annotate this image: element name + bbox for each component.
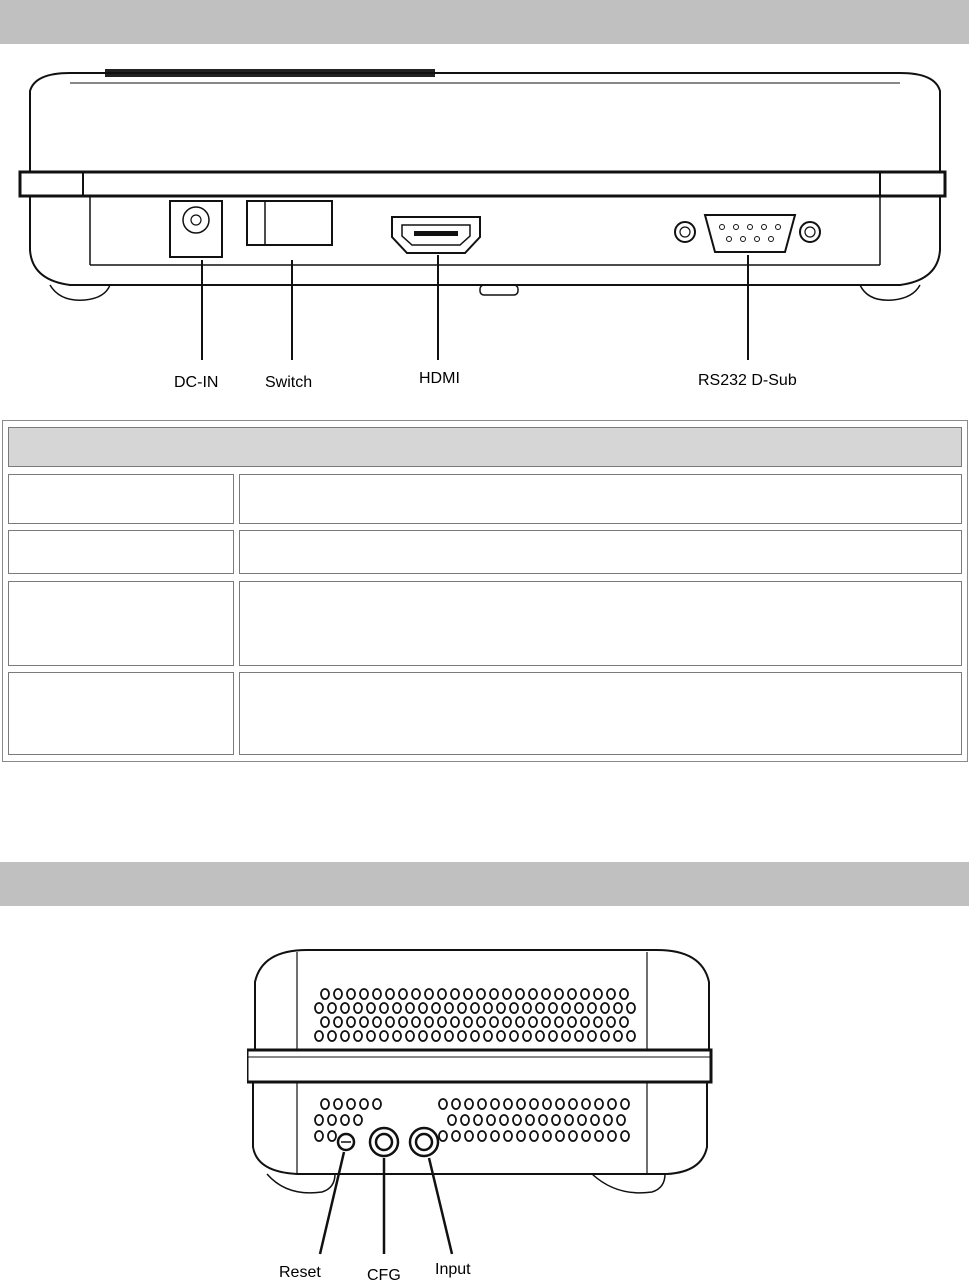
vent-hole	[315, 1003, 323, 1013]
vent-hole	[490, 989, 498, 999]
vent-hole	[465, 1099, 473, 1109]
vent-hole	[569, 1131, 577, 1141]
vent-hole	[321, 989, 329, 999]
vent-hole	[471, 1031, 479, 1041]
vent-hole	[321, 1099, 329, 1109]
table-row-name	[8, 672, 234, 755]
vent-hole	[549, 1031, 557, 1041]
label-switch: Switch	[265, 374, 313, 391]
vent-hole	[386, 989, 394, 999]
vent-hole	[341, 1003, 349, 1013]
section-header-bar	[0, 862, 969, 906]
vent-hole	[614, 1031, 622, 1041]
vent-hole	[412, 1017, 420, 1027]
vent-hole	[594, 1017, 602, 1027]
vent-hole	[581, 989, 589, 999]
vent-hole	[536, 1031, 544, 1041]
vent-hole	[517, 1099, 525, 1109]
vent-hole	[458, 1003, 466, 1013]
vent-hole	[477, 1017, 485, 1027]
vent-hole	[595, 1099, 603, 1109]
vent-hole	[607, 989, 615, 999]
vent-hole	[445, 1031, 453, 1041]
vent-hole	[620, 989, 628, 999]
vent-hole	[380, 1031, 388, 1041]
vent-hole	[438, 1017, 446, 1027]
vent-hole	[575, 1003, 583, 1013]
vent-hole	[373, 989, 381, 999]
vent-hole	[578, 1115, 586, 1125]
vent-hole	[617, 1115, 625, 1125]
vent-hole	[484, 1031, 492, 1041]
vent-hole	[419, 1003, 427, 1013]
vent-hole	[367, 1031, 375, 1041]
vent-hole	[497, 1031, 505, 1041]
vent-hole	[386, 1017, 394, 1027]
vent-hole	[555, 1017, 563, 1027]
vent-hole	[575, 1031, 583, 1041]
vent-hole	[321, 1017, 329, 1027]
vent-hole	[510, 1003, 518, 1013]
vent-hole	[621, 1099, 629, 1109]
label-input: Input	[435, 1261, 471, 1278]
section-header-bar	[0, 0, 969, 44]
vent-hole	[471, 1003, 479, 1013]
vent-hole	[503, 1017, 511, 1027]
vent-hole	[542, 989, 550, 999]
vent-hole	[513, 1115, 521, 1125]
vent-hole	[491, 1099, 499, 1109]
vent-hole	[556, 1099, 564, 1109]
vent-hole	[432, 1003, 440, 1013]
vent-hole	[487, 1115, 495, 1125]
vent-hole	[425, 1017, 433, 1027]
vent-hole	[595, 1131, 603, 1141]
vent-hole	[621, 1131, 629, 1141]
vent-hole	[594, 989, 602, 999]
vent-hole	[588, 1031, 596, 1041]
vent-hole	[568, 989, 576, 999]
label-dc-in: DC-IN	[174, 374, 219, 391]
vent-hole	[542, 1017, 550, 1027]
table-row-name	[8, 581, 234, 666]
vent-hole	[552, 1115, 560, 1125]
vent-hole	[503, 989, 511, 999]
vent-hole	[315, 1131, 323, 1141]
vent-hole	[516, 1017, 524, 1027]
label-rs232: RS232 D-Sub	[698, 372, 797, 389]
vent-hole	[607, 1017, 615, 1027]
vent-hole	[543, 1131, 551, 1141]
table-row-name	[8, 530, 234, 574]
vent-hole	[465, 1131, 473, 1141]
vent-hole	[399, 1017, 407, 1027]
vent-hole	[604, 1115, 612, 1125]
vent-hole	[347, 1099, 355, 1109]
vent-hole	[328, 1031, 336, 1041]
vent-hole	[530, 1131, 538, 1141]
vent-hole	[360, 1099, 368, 1109]
vent-hole	[393, 1031, 401, 1041]
vent-hole	[334, 1017, 342, 1027]
vent-hole	[582, 1131, 590, 1141]
vent-hole	[565, 1115, 573, 1125]
vent-hole	[347, 1017, 355, 1027]
vent-hole	[464, 1017, 472, 1027]
vent-hole	[536, 1003, 544, 1013]
vent-hole	[529, 989, 537, 999]
vent-hole	[601, 1031, 609, 1041]
vent-hole	[406, 1003, 414, 1013]
vent-hole	[373, 1099, 381, 1109]
vent-hole	[556, 1131, 564, 1141]
vent-hole	[591, 1115, 599, 1125]
vent-hole	[539, 1115, 547, 1125]
vent-hole	[439, 1131, 447, 1141]
vent-hole	[334, 1099, 342, 1109]
vent-hole	[530, 1099, 538, 1109]
vent-hole	[393, 1003, 401, 1013]
vent-hole	[425, 989, 433, 999]
vent-hole	[504, 1099, 512, 1109]
vent-hole	[543, 1099, 551, 1109]
vent-hole	[484, 1003, 492, 1013]
vent-hole	[608, 1099, 616, 1109]
vent-hole	[523, 1003, 531, 1013]
vent-hole	[380, 1003, 388, 1013]
vent-hole	[439, 1099, 447, 1109]
vent-hole	[315, 1115, 323, 1125]
vent-hole	[347, 989, 355, 999]
vent-hole	[452, 1099, 460, 1109]
vent-hole	[555, 989, 563, 999]
vent-hole	[614, 1003, 622, 1013]
vent-hole	[478, 1131, 486, 1141]
vent-hole	[315, 1031, 323, 1041]
vent-hole	[458, 1031, 466, 1041]
vent-hole	[438, 989, 446, 999]
vent-hole	[516, 989, 524, 999]
vent-hole	[412, 989, 420, 999]
vent-hole	[399, 989, 407, 999]
vent-hole	[419, 1031, 427, 1041]
vent-hole	[328, 1131, 336, 1141]
vent-hole	[328, 1003, 336, 1013]
label-reset: Reset	[279, 1264, 321, 1281]
vent-hole	[569, 1099, 577, 1109]
vent-hole	[490, 1017, 498, 1027]
vent-hole	[474, 1115, 482, 1125]
label-hdmi: HDMI	[419, 370, 460, 387]
vent-hole	[478, 1099, 486, 1109]
table-row-description	[239, 530, 962, 574]
table-row-description	[239, 672, 962, 755]
vent-hole	[341, 1115, 349, 1125]
vent-hole	[477, 989, 485, 999]
vent-hole	[549, 1003, 557, 1013]
vent-hole	[608, 1131, 616, 1141]
label-cfg: CFG	[367, 1267, 401, 1282]
vent-hole	[517, 1131, 525, 1141]
vent-hole	[360, 1017, 368, 1027]
vent-hole	[448, 1115, 456, 1125]
vent-hole	[627, 1003, 635, 1013]
vent-hole	[360, 989, 368, 999]
vent-hole	[367, 1003, 375, 1013]
vent-hole	[529, 1017, 537, 1027]
vent-hole	[562, 1031, 570, 1041]
vent-hole	[601, 1003, 609, 1013]
vent-hole	[334, 989, 342, 999]
vent-hole	[432, 1031, 440, 1041]
vent-hole	[445, 1003, 453, 1013]
vent-hole	[452, 1131, 460, 1141]
table-row-name	[8, 474, 234, 524]
vent-hole	[461, 1115, 469, 1125]
vent-hole	[354, 1031, 362, 1041]
vent-hole	[588, 1003, 596, 1013]
vent-hole	[328, 1115, 336, 1125]
vent-hole	[451, 989, 459, 999]
vent-hole	[406, 1031, 414, 1041]
table-row-description	[239, 474, 962, 524]
rear-panel-diagram	[0, 55, 969, 400]
vent-hole	[582, 1099, 590, 1109]
table-row-description	[239, 581, 962, 666]
vent-hole	[451, 1017, 459, 1027]
vent-hole	[581, 1017, 589, 1027]
vent-hole	[504, 1131, 512, 1141]
vent-hole	[354, 1115, 362, 1125]
table-header	[8, 427, 962, 467]
vent-hole	[373, 1017, 381, 1027]
vent-hole	[497, 1003, 505, 1013]
vent-hole	[562, 1003, 570, 1013]
vent-hole	[526, 1115, 534, 1125]
vent-hole	[568, 1017, 576, 1027]
vent-hole	[500, 1115, 508, 1125]
vent-hole	[491, 1131, 499, 1141]
side-panel-diagram	[247, 942, 721, 1282]
vent-hole	[627, 1031, 635, 1041]
vent-hole	[620, 1017, 628, 1027]
vent-hole	[341, 1031, 349, 1041]
vent-hole	[523, 1031, 531, 1041]
vent-hole	[464, 989, 472, 999]
vent-hole	[510, 1031, 518, 1041]
vent-hole	[354, 1003, 362, 1013]
port-description-table	[2, 420, 968, 762]
